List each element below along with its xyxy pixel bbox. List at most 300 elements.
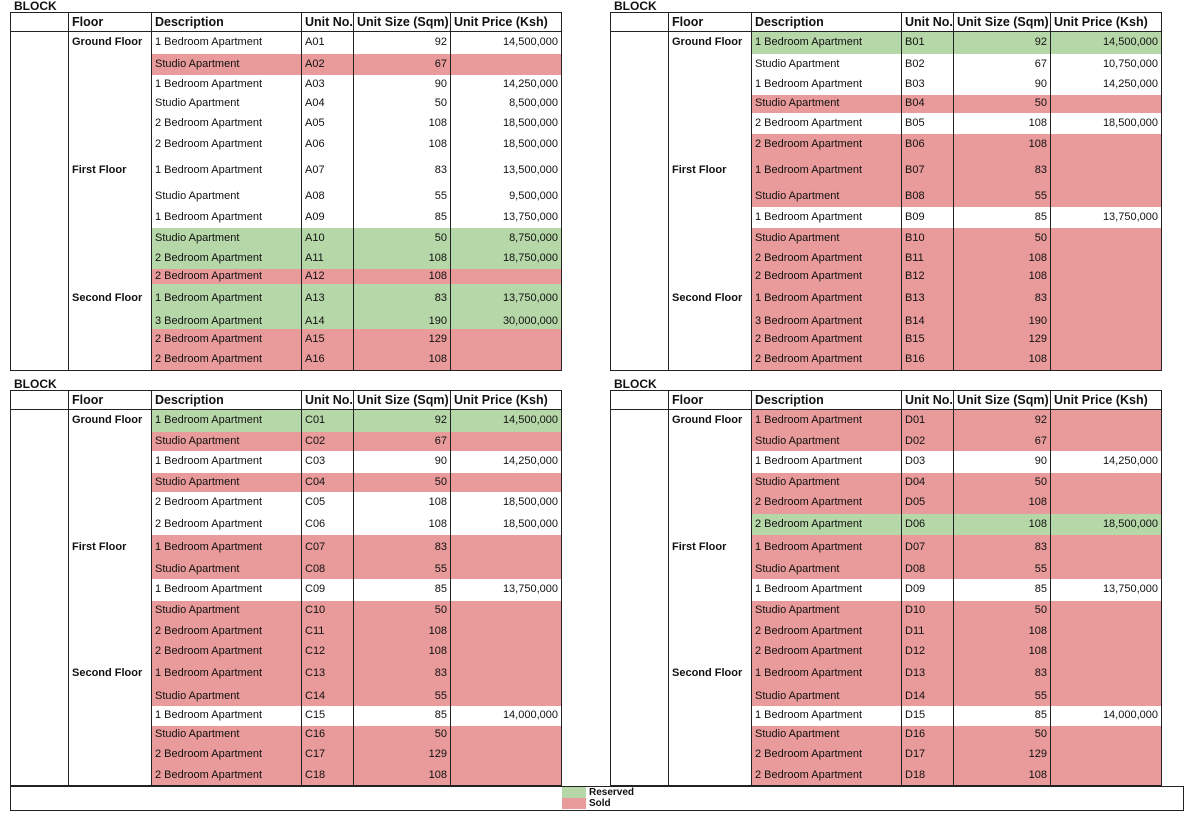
price-cell: 18,500,000 bbox=[451, 492, 562, 514]
floor-cell bbox=[69, 75, 152, 95]
size-cell: 129 bbox=[354, 329, 451, 350]
table-row bbox=[611, 134, 1162, 155]
size-cell: 55 bbox=[354, 186, 451, 207]
floor-cell bbox=[69, 560, 152, 579]
table-row bbox=[11, 514, 562, 535]
indent-cell bbox=[11, 269, 69, 284]
floor-cell bbox=[69, 249, 152, 269]
table-row bbox=[611, 329, 1162, 350]
unit-cell: C11 bbox=[302, 621, 354, 642]
price-cell bbox=[1051, 314, 1162, 329]
floor-cell: Second Floor bbox=[669, 661, 752, 687]
description-cell: 1 Bedroom Apartment bbox=[152, 706, 302, 726]
size-cell: 129 bbox=[354, 743, 451, 766]
unit-cell: A12 bbox=[302, 269, 354, 284]
table-row bbox=[611, 535, 1162, 560]
price-cell bbox=[451, 560, 562, 579]
size-cell: 55 bbox=[354, 687, 451, 706]
unit-cell: C08 bbox=[302, 560, 354, 579]
size-cell: 83 bbox=[954, 661, 1051, 687]
description-cell: Studio Apartment bbox=[152, 560, 302, 579]
table-row bbox=[11, 269, 562, 284]
header-description: Description bbox=[152, 391, 302, 410]
floor-cell bbox=[669, 687, 752, 706]
floor-cell: First Floor bbox=[69, 535, 152, 560]
description-cell: 1 Bedroom Apartment bbox=[752, 661, 902, 687]
header-unit: Unit No. bbox=[302, 13, 354, 32]
indent-cell bbox=[11, 350, 69, 371]
floor-cell bbox=[69, 432, 152, 451]
table-row bbox=[611, 249, 1162, 269]
indent-cell bbox=[611, 535, 669, 560]
price-cell: 14,250,000 bbox=[451, 75, 562, 95]
header-unit: Unit No. bbox=[902, 391, 954, 410]
size-cell: 108 bbox=[354, 113, 451, 134]
unit-cell: B14 bbox=[902, 314, 954, 329]
size-cell: 50 bbox=[954, 473, 1051, 492]
unit-cell: A16 bbox=[302, 350, 354, 371]
price-cell bbox=[1051, 228, 1162, 249]
indent-cell bbox=[11, 432, 69, 451]
description-cell: 2 Bedroom Apartment bbox=[152, 329, 302, 350]
unit-cell: C10 bbox=[302, 601, 354, 621]
floor-cell bbox=[669, 186, 752, 207]
unit-cell: B02 bbox=[902, 54, 954, 75]
indent-cell bbox=[11, 706, 69, 726]
units-table bbox=[610, 12, 1162, 371]
floor-cell bbox=[69, 642, 152, 661]
unit-cell: A03 bbox=[302, 75, 354, 95]
size-cell: 50 bbox=[354, 473, 451, 492]
price-cell bbox=[451, 766, 562, 786]
floor-cell bbox=[669, 473, 752, 492]
description-cell: Studio Apartment bbox=[152, 726, 302, 743]
description-cell: Studio Apartment bbox=[752, 687, 902, 706]
price-cell bbox=[1051, 432, 1162, 451]
table-header-row bbox=[611, 391, 1162, 410]
floor-cell bbox=[669, 75, 752, 95]
unit-cell: B01 bbox=[902, 32, 954, 54]
description-cell: 2 Bedroom Apartment bbox=[752, 113, 902, 134]
indent-cell bbox=[11, 54, 69, 75]
table-header-row bbox=[11, 13, 562, 32]
description-cell: 1 Bedroom Apartment bbox=[752, 451, 902, 473]
table-row bbox=[11, 451, 562, 473]
price-cell bbox=[1051, 155, 1162, 186]
indent-cell bbox=[11, 661, 69, 687]
indent-cell bbox=[611, 687, 669, 706]
size-cell: 108 bbox=[954, 269, 1051, 284]
size-cell: 108 bbox=[354, 249, 451, 269]
unit-cell: D07 bbox=[902, 535, 954, 560]
description-cell: 1 Bedroom Apartment bbox=[752, 410, 902, 432]
table-row bbox=[611, 621, 1162, 642]
unit-cell: A05 bbox=[302, 113, 354, 134]
description-cell: 2 Bedroom Apartment bbox=[152, 269, 302, 284]
size-cell: 85 bbox=[354, 207, 451, 228]
header-blank bbox=[11, 13, 69, 32]
indent-cell bbox=[11, 134, 69, 155]
description-cell: Studio Apartment bbox=[152, 432, 302, 451]
price-cell: 13,750,000 bbox=[1051, 579, 1162, 601]
price-cell bbox=[451, 432, 562, 451]
floor-cell: First Floor bbox=[669, 535, 752, 560]
size-cell: 83 bbox=[354, 535, 451, 560]
floor-cell bbox=[669, 451, 752, 473]
size-cell: 83 bbox=[954, 155, 1051, 186]
size-cell: 108 bbox=[954, 134, 1051, 155]
size-cell: 108 bbox=[354, 269, 451, 284]
price-cell bbox=[451, 743, 562, 766]
unit-cell: A01 bbox=[302, 32, 354, 54]
indent-cell bbox=[611, 621, 669, 642]
price-cell: 14,500,000 bbox=[451, 410, 562, 432]
floor-cell bbox=[69, 329, 152, 350]
table-row bbox=[611, 706, 1162, 726]
unit-cell: A08 bbox=[302, 186, 354, 207]
floor-cell: Ground Floor bbox=[69, 410, 152, 432]
table-row bbox=[611, 284, 1162, 314]
floor-cell bbox=[69, 350, 152, 371]
size-cell: 50 bbox=[354, 228, 451, 249]
description-cell: Studio Apartment bbox=[152, 687, 302, 706]
table-row bbox=[611, 661, 1162, 687]
description-cell: Studio Apartment bbox=[152, 601, 302, 621]
price-cell: 18,500,000 bbox=[451, 134, 562, 155]
size-cell: 108 bbox=[354, 134, 451, 155]
units-table bbox=[610, 390, 1162, 786]
table-row bbox=[11, 350, 562, 371]
table-row bbox=[11, 579, 562, 601]
table-row bbox=[11, 535, 562, 560]
table-row bbox=[611, 32, 1162, 54]
unit-cell: A15 bbox=[302, 329, 354, 350]
indent-cell bbox=[11, 492, 69, 514]
header-unit: Unit No. bbox=[302, 391, 354, 410]
price-cell: 14,000,000 bbox=[1051, 706, 1162, 726]
table-row bbox=[11, 155, 562, 186]
header-floor: Floor bbox=[69, 13, 152, 32]
table-row bbox=[611, 54, 1162, 75]
floor-cell bbox=[69, 228, 152, 249]
indent-cell bbox=[611, 113, 669, 134]
floor-cell bbox=[669, 329, 752, 350]
unit-cell: A02 bbox=[302, 54, 354, 75]
size-cell: 83 bbox=[354, 284, 451, 314]
block-title: BLOCK bbox=[614, 0, 657, 13]
description-cell: 1 Bedroom Apartment bbox=[752, 579, 902, 601]
size-cell: 108 bbox=[954, 350, 1051, 371]
header-size: Unit Size (Sqm) bbox=[354, 391, 451, 410]
description-cell: 1 Bedroom Apartment bbox=[752, 284, 902, 314]
description-cell: 1 Bedroom Apartment bbox=[752, 32, 902, 54]
indent-cell bbox=[11, 766, 69, 786]
header-price: Unit Price (Ksh) bbox=[451, 13, 562, 32]
table-row bbox=[11, 284, 562, 314]
table-row bbox=[611, 642, 1162, 661]
indent-cell bbox=[611, 155, 669, 186]
description-cell: Studio Apartment bbox=[152, 473, 302, 492]
price-cell bbox=[1051, 284, 1162, 314]
description-cell: 2 Bedroom Apartment bbox=[152, 492, 302, 514]
price-cell: 13,750,000 bbox=[451, 579, 562, 601]
header-price: Unit Price (Ksh) bbox=[1051, 391, 1162, 410]
description-cell: 2 Bedroom Apartment bbox=[752, 350, 902, 371]
price-cell: 14,250,000 bbox=[1051, 75, 1162, 95]
size-cell: 90 bbox=[354, 75, 451, 95]
indent-cell bbox=[611, 766, 669, 786]
price-cell bbox=[1051, 134, 1162, 155]
table-row bbox=[611, 207, 1162, 228]
units-table bbox=[10, 390, 562, 786]
floor-cell bbox=[669, 350, 752, 371]
description-cell: 2 Bedroom Apartment bbox=[752, 642, 902, 661]
unit-cell: B15 bbox=[902, 329, 954, 350]
size-cell: 90 bbox=[354, 451, 451, 473]
unit-cell: A10 bbox=[302, 228, 354, 249]
unit-cell: C15 bbox=[302, 706, 354, 726]
floor-cell: Second Floor bbox=[69, 661, 152, 687]
legend-sold bbox=[562, 798, 634, 809]
description-cell: Studio Apartment bbox=[152, 228, 302, 249]
price-cell: 30,000,000 bbox=[451, 314, 562, 329]
size-cell: 108 bbox=[354, 766, 451, 786]
description-cell: Studio Apartment bbox=[152, 95, 302, 113]
unit-cell: C01 bbox=[302, 410, 354, 432]
unit-cell: A09 bbox=[302, 207, 354, 228]
floor-cell bbox=[669, 95, 752, 113]
header-floor: Floor bbox=[69, 391, 152, 410]
size-cell: 67 bbox=[354, 54, 451, 75]
price-cell bbox=[1051, 492, 1162, 514]
indent-cell bbox=[611, 228, 669, 249]
indent-cell bbox=[11, 743, 69, 766]
table-row bbox=[11, 186, 562, 207]
indent-cell bbox=[611, 95, 669, 113]
floor-cell bbox=[69, 451, 152, 473]
indent-cell bbox=[611, 329, 669, 350]
table-row bbox=[11, 601, 562, 621]
table-row bbox=[11, 621, 562, 642]
unit-cell: B04 bbox=[902, 95, 954, 113]
price-cell: 9,500,000 bbox=[451, 186, 562, 207]
table-row bbox=[611, 743, 1162, 766]
floor-cell bbox=[69, 601, 152, 621]
price-cell: 14,250,000 bbox=[451, 451, 562, 473]
size-cell: 108 bbox=[354, 642, 451, 661]
indent-cell bbox=[611, 32, 669, 54]
unit-cell: B12 bbox=[902, 269, 954, 284]
unit-cell: B11 bbox=[902, 249, 954, 269]
price-cell bbox=[1051, 95, 1162, 113]
indent-cell bbox=[11, 329, 69, 350]
floor-cell bbox=[669, 54, 752, 75]
price-cell bbox=[451, 601, 562, 621]
floor-cell bbox=[69, 113, 152, 134]
unit-cell: D13 bbox=[902, 661, 954, 687]
header-description: Description bbox=[152, 13, 302, 32]
unit-cell: D16 bbox=[902, 726, 954, 743]
header-floor: Floor bbox=[669, 391, 752, 410]
floor-cell: Second Floor bbox=[69, 284, 152, 314]
description-cell: 1 Bedroom Apartment bbox=[152, 661, 302, 687]
indent-cell bbox=[611, 249, 669, 269]
unit-cell: B08 bbox=[902, 186, 954, 207]
legend-reserved bbox=[562, 787, 634, 798]
description-cell: 1 Bedroom Apartment bbox=[152, 155, 302, 186]
floor-cell: First Floor bbox=[69, 155, 152, 186]
unit-cell: D10 bbox=[902, 601, 954, 621]
floor-cell bbox=[669, 432, 752, 451]
price-cell bbox=[1051, 473, 1162, 492]
description-cell: 1 Bedroom Apartment bbox=[152, 451, 302, 473]
indent-cell bbox=[11, 249, 69, 269]
description-cell: 1 Bedroom Apartment bbox=[752, 155, 902, 186]
size-cell: 85 bbox=[954, 207, 1051, 228]
unit-cell: C16 bbox=[302, 726, 354, 743]
indent-cell bbox=[11, 155, 69, 186]
description-cell: 2 Bedroom Apartment bbox=[752, 743, 902, 766]
floor-cell bbox=[669, 601, 752, 621]
table-row bbox=[611, 451, 1162, 473]
indent-cell bbox=[611, 284, 669, 314]
unit-cell: C07 bbox=[302, 535, 354, 560]
price-cell bbox=[1051, 601, 1162, 621]
unit-cell: B05 bbox=[902, 113, 954, 134]
size-cell: 108 bbox=[954, 621, 1051, 642]
floor-cell bbox=[669, 269, 752, 284]
floor-cell: Ground Floor bbox=[69, 32, 152, 54]
indent-cell bbox=[11, 535, 69, 560]
indent-cell bbox=[11, 314, 69, 329]
header-price: Unit Price (Ksh) bbox=[1051, 13, 1162, 32]
header-size: Unit Size (Sqm) bbox=[954, 391, 1051, 410]
price-cell bbox=[451, 54, 562, 75]
size-cell: 108 bbox=[954, 642, 1051, 661]
size-cell: 83 bbox=[354, 661, 451, 687]
floor-cell bbox=[669, 228, 752, 249]
header-blank bbox=[611, 391, 669, 410]
description-cell: 3 Bedroom Apartment bbox=[752, 314, 902, 329]
table-row bbox=[611, 410, 1162, 432]
price-cell: 18,750,000 bbox=[451, 249, 562, 269]
size-cell: 55 bbox=[954, 186, 1051, 207]
unit-cell: D11 bbox=[902, 621, 954, 642]
size-cell: 90 bbox=[954, 451, 1051, 473]
table-row bbox=[611, 766, 1162, 786]
floor-cell bbox=[669, 314, 752, 329]
size-cell: 129 bbox=[954, 743, 1051, 766]
block-title: BLOCK bbox=[14, 377, 57, 391]
description-cell: 1 Bedroom Apartment bbox=[152, 75, 302, 95]
price-cell bbox=[1051, 560, 1162, 579]
header-floor: Floor bbox=[669, 13, 752, 32]
description-cell: Studio Apartment bbox=[752, 54, 902, 75]
table-row bbox=[11, 642, 562, 661]
unit-cell: D17 bbox=[902, 743, 954, 766]
price-cell bbox=[1051, 726, 1162, 743]
description-cell: 2 Bedroom Apartment bbox=[152, 249, 302, 269]
size-cell: 129 bbox=[954, 329, 1051, 350]
price-cell bbox=[1051, 621, 1162, 642]
table-row bbox=[611, 186, 1162, 207]
floor-cell bbox=[669, 743, 752, 766]
indent-cell bbox=[11, 473, 69, 492]
table-row bbox=[611, 113, 1162, 134]
price-cell bbox=[451, 661, 562, 687]
price-cell: 13,500,000 bbox=[451, 155, 562, 186]
table-row bbox=[11, 473, 562, 492]
floor-cell bbox=[69, 579, 152, 601]
floor-cell bbox=[669, 642, 752, 661]
price-cell: 13,750,000 bbox=[1051, 207, 1162, 228]
floor-cell bbox=[69, 687, 152, 706]
description-cell: 1 Bedroom Apartment bbox=[152, 410, 302, 432]
floor-cell bbox=[69, 621, 152, 642]
indent-cell bbox=[611, 492, 669, 514]
price-cell: 18,500,000 bbox=[1051, 113, 1162, 134]
legend-sold-label: Sold bbox=[589, 798, 611, 810]
indent-cell bbox=[611, 642, 669, 661]
unit-cell: B13 bbox=[902, 284, 954, 314]
indent-cell bbox=[611, 350, 669, 371]
units-table bbox=[10, 12, 562, 371]
description-cell: Studio Apartment bbox=[752, 601, 902, 621]
floor-cell bbox=[69, 473, 152, 492]
floor-cell bbox=[669, 706, 752, 726]
floor-cell bbox=[69, 766, 152, 786]
table-row bbox=[11, 134, 562, 155]
indent-cell bbox=[11, 228, 69, 249]
price-cell: 13,750,000 bbox=[451, 284, 562, 314]
indent-cell bbox=[611, 186, 669, 207]
size-cell: 92 bbox=[954, 410, 1051, 432]
table-row bbox=[11, 432, 562, 451]
unit-cell: D14 bbox=[902, 687, 954, 706]
size-cell: 92 bbox=[354, 32, 451, 54]
table-row bbox=[11, 54, 562, 75]
price-cell bbox=[1051, 269, 1162, 284]
description-cell: Studio Apartment bbox=[152, 54, 302, 75]
price-cell: 14,000,000 bbox=[451, 706, 562, 726]
floor-cell bbox=[69, 269, 152, 284]
legend bbox=[562, 787, 634, 809]
size-cell: 50 bbox=[954, 601, 1051, 621]
indent-cell bbox=[611, 134, 669, 155]
description-cell: 2 Bedroom Apartment bbox=[752, 269, 902, 284]
unit-cell: D01 bbox=[902, 410, 954, 432]
size-cell: 83 bbox=[354, 155, 451, 186]
floor-cell bbox=[669, 514, 752, 535]
description-cell: 1 Bedroom Apartment bbox=[752, 207, 902, 228]
indent-cell bbox=[11, 113, 69, 134]
description-cell: Studio Apartment bbox=[752, 95, 902, 113]
size-cell: 108 bbox=[954, 766, 1051, 786]
description-cell: 1 Bedroom Apartment bbox=[152, 207, 302, 228]
price-cell: 8,500,000 bbox=[451, 95, 562, 113]
size-cell: 190 bbox=[954, 314, 1051, 329]
indent-cell bbox=[611, 706, 669, 726]
header-price: Unit Price (Ksh) bbox=[451, 391, 562, 410]
floor-cell bbox=[69, 54, 152, 75]
size-cell: 67 bbox=[954, 432, 1051, 451]
floor-cell bbox=[669, 579, 752, 601]
price-cell: 8,750,000 bbox=[451, 228, 562, 249]
unit-cell: A07 bbox=[302, 155, 354, 186]
floor-cell: Second Floor bbox=[669, 284, 752, 314]
size-cell: 50 bbox=[354, 95, 451, 113]
description-cell: 2 Bedroom Apartment bbox=[152, 350, 302, 371]
